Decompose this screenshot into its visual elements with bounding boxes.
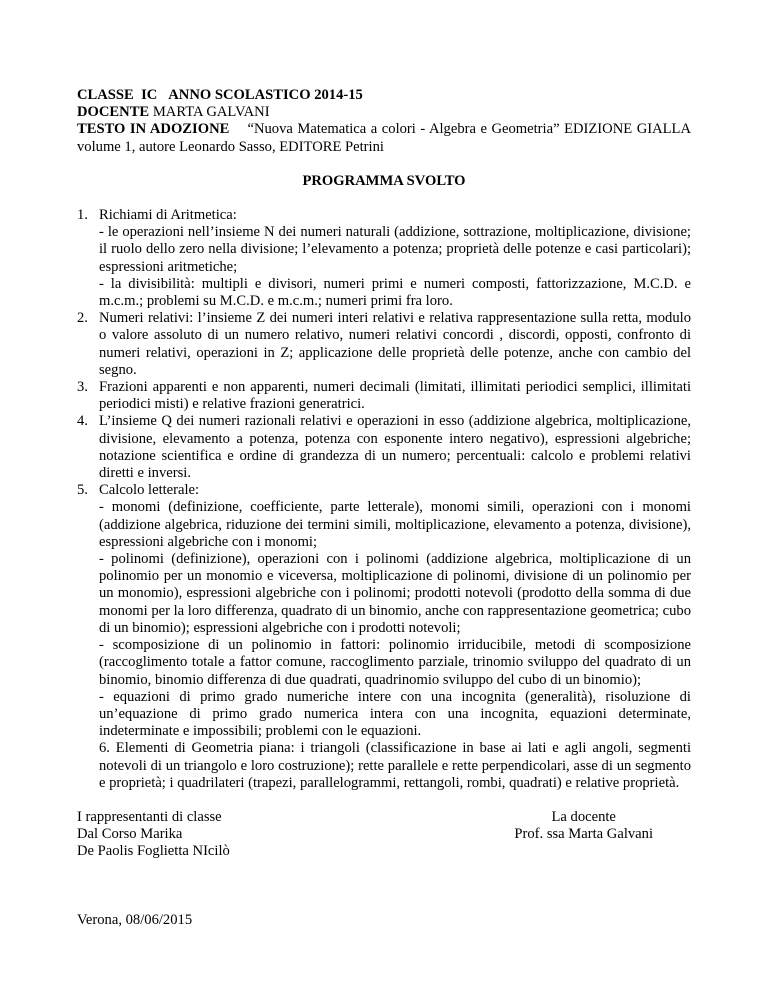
program-item-5 [77,482,691,792]
program-item-4 [77,413,691,482]
teacher-signature-title: La docente [551,808,616,825]
page-title: PROGRAMMA SVOLTO [302,172,466,189]
program-subitem: - monomi (definizione, coefficiente, parte letterale), monomi simili, operazioni con i monomi (addizione algebrica, riduzione dei termini simili, moltiplicazione, elevamento a potenza, divisione), espressioni algebriche con i monomi; [99,499,691,550]
program-subitem: - equazioni di primo grado numeriche intere con una incognita (generalità), risoluzione di un’equazione di primo grado numerica intera con una incognita, equazioni determinate, indeterminate e impossibili; problemi con le equazioni. [99,688,691,740]
program-subitem-geometry: 6. Elementi di Geometria piana: i triangoli (classificazione in base ai lati e agli angoli, segmenti notevoli di un triangolo e loro costruzione); rette parallele e rette perpendicolari, asse di un segmento e proprietà; i quadrilateri (trapezi, parallelogrammi, rettangoli, rombi, quadrati) e relative proprietà. [99,740,691,791]
program-item-3 [77,379,691,413]
program-item-number: 3. [77,379,88,396]
teacher-signature-name: Prof. ssa Marta Galvani [514,826,653,843]
program-list [77,207,691,792]
program-item-text: Richiami di Aritmetica: [99,207,237,224]
place-date: Verona, 08/06/2015 [77,911,193,928]
program-item-number: 2. [77,310,88,327]
program-item-1 [77,207,691,310]
program-subitem: - polinomi (definizione), operazioni con i polinomi (addizione algebrica, moltiplicazione di un polinomio per un monomio e viceversa, moltiplicazione di polinomi, divisione di un polinomio per un monomio), espressioni algebriche con i polinomi; prodotti notevoli (prodotto della somma di due monomi per la loro differenza, quadrato di un binomio, anche con rappresentazione geometrica; cubo di un binomio); espressioni algebriche con i prodotti notevoli; [99,551,691,636]
representative-name: Dal Corso Marika [77,826,183,843]
textbook-line [77,121,691,155]
program-item-text: Calcolo letterale: [99,482,200,499]
class-representatives [77,809,377,861]
representatives-title: I rappresentanti di classe [77,808,222,825]
class-label: CLASSE IC [77,87,158,103]
teacher-label: DOCENTE [77,104,150,121]
textbook-details: “Nuova Matematica a colori - Algebra e Geometria” EDIZIONE GIALLA volume 1, autore Leonardo Sasso, EDITORE Petrini [77,121,691,155]
program-item-text: Frazioni apparenti e non apparenti, numeri decimali (limitati, illimitati periodici semplici, illimitati periodici misti) e relative frazioni generatrici. [99,379,691,413]
program-item-number: 1. [77,207,88,224]
program-item-number: 4. [77,413,88,430]
document-page [77,87,691,929]
school-year-label: ANNO SCOLASTICO 2014-15 [168,87,363,103]
teacher-name: MARTA GALVANI [152,104,270,121]
signatures-block [77,809,691,861]
program-item-text: L’insieme Q dei numeri razionali relativi e operazioni in esso (addizione algebrica, moltiplicazione, divisione, elevamento a potenza, potenza con esponente intero negativo), espressioni algebriche; notazione scientifica e ordine di grandezza di un numero; percentuali: calcolo e problemi relativi diretti e inversi. [99,413,691,482]
representative-name: De Paolis Foglietta NIcilò [77,843,230,860]
teacher-signature [514,809,653,843]
program-subitem: - le operazioni nell’insieme N dei numeri naturali (addizione, sottrazione, moltiplicazione, divisione; il ruolo dello zero nella divisione; l’elevamento a potenza; proprietà delle potenze e casi particolari); espressioni aritmetiche; [99,224,691,275]
program-item-text: Numeri relativi: l’insieme Z dei numeri interi relativi e relativa rappresentazione sulla retta, modulo o valore assoluto di un numero relativo, numeri relativi concordi , discordi, opposti, confronto di numeri relativi, operazioni in Z; applicazione delle proprietà delle potenze, anche con cambio del segno. [99,310,691,378]
program-subitem: - la divisibilità: multipli e divisori, numeri primi e numeri composti, fattorizzazione, M.C.D. e m.c.m.; problemi su M.C.D. e m.c.m.; numeri primi fra loro. [99,275,691,310]
program-item-2 [77,310,691,379]
textbook-label: TESTO IN ADOZIONE [77,121,230,138]
class-year-line [77,87,691,104]
teacher-line [77,104,691,121]
program-subitem: - scomposizione di un polinomio in fattori: polinomio irriducibile, metodi di scomposizione (raccoglimento totale a fattor comune, raccoglimento parziale, trinomio sviluppo del quadrato di un binomio, binomio differenza di due quadrati, quadrinomio sviluppo del cubo di un binomio); [99,637,691,688]
program-item-number: 5. [77,482,88,499]
